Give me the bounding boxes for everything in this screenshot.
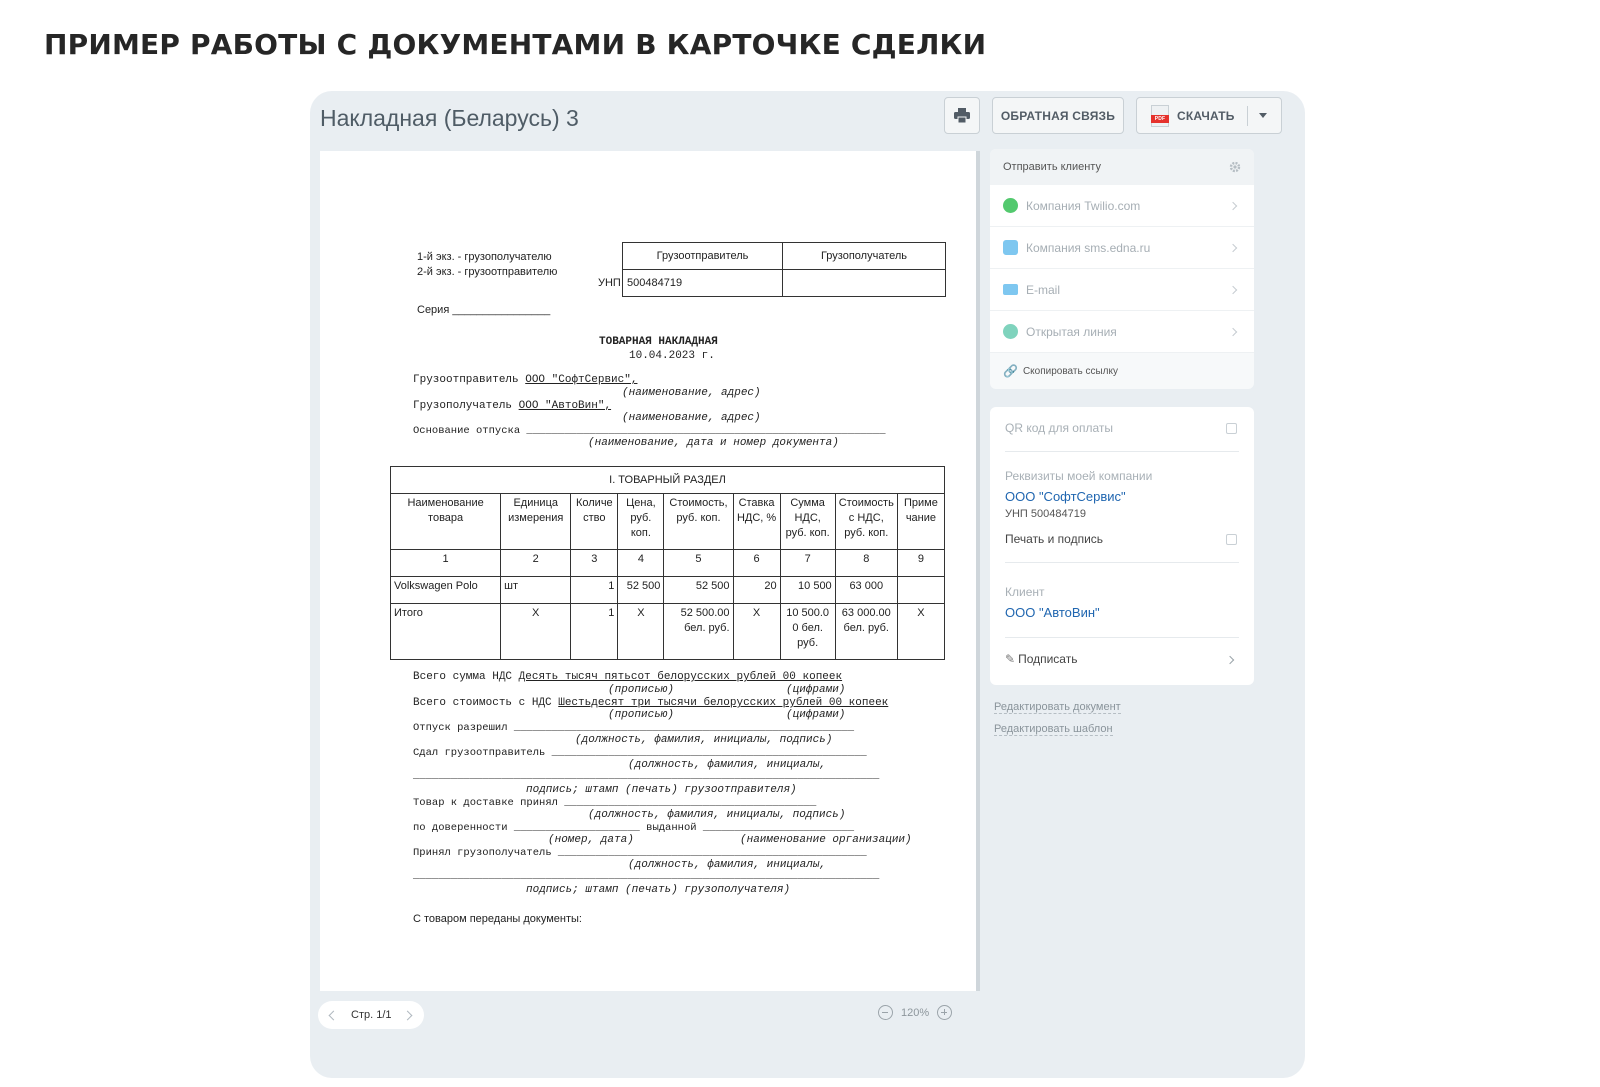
zoom-in-icon[interactable] [937, 1005, 952, 1020]
col-number: 7 [780, 550, 835, 577]
col-header: Цена, руб. коп. [618, 494, 664, 550]
link-icon: 🔗 [1003, 364, 1018, 378]
unp-value: 500484719 [623, 270, 783, 297]
chevron-right-icon [1229, 285, 1237, 293]
vat-words: Десять тысяч пятьсот белорусских рублей 00 копеек [518, 671, 843, 683]
cell-unit: X [501, 604, 571, 660]
cell-vat-sum: 10 500.0 0 бел. руб. [780, 604, 835, 660]
send-item-label: Компания sms.edna.ru [1026, 240, 1151, 255]
col-number: 5 [664, 550, 733, 577]
zoom-out-icon[interactable] [878, 1005, 893, 1020]
open-line-icon [1003, 324, 1018, 339]
gear-icon[interactable] [1229, 161, 1241, 173]
page-indicator: Стр. 1/1 [351, 1009, 392, 1021]
shipper-value: ООО "СофтСервис", [525, 374, 638, 386]
cell-cost: 52 500 [664, 577, 733, 604]
series-line: Серия ________________ [417, 304, 551, 316]
col-header: Единица измерения [501, 494, 571, 550]
pager [318, 1001, 424, 1029]
vat-line [413, 671, 842, 683]
cell-note [897, 577, 944, 604]
total-row [391, 604, 945, 660]
unp-label: УНП [598, 277, 621, 289]
chevron-right-icon [1229, 201, 1237, 209]
col-number: 9 [897, 550, 944, 577]
download-button[interactable] [1136, 97, 1282, 134]
company-link[interactable]: ООО "СофтСервис" [1005, 489, 1126, 504]
chevron-right-icon [1229, 243, 1237, 251]
document-viewer[interactable] [320, 151, 980, 991]
consignee-label: Грузополучатель [413, 400, 513, 412]
col-number: 6 [733, 550, 780, 577]
cell-vat-rate: 20 [733, 577, 780, 604]
zoom-level: 120% [901, 1006, 930, 1019]
total-words: Шестьдесят три тысячи белорусских рублей 00 копеек [558, 697, 889, 709]
shipper-line [413, 374, 637, 386]
stamp-sign-checkbox[interactable] [1226, 534, 1237, 545]
cell-unit: шт [501, 577, 571, 604]
company-unp: УНП 500484719 [1005, 508, 1086, 520]
received-line: Принял грузополучатель _________________________________________________ [413, 847, 867, 859]
send-item-openline[interactable] [990, 311, 1254, 353]
cell-vat-rate: X [733, 604, 780, 660]
feedback-button[interactable]: ОБРАТНАЯ СВЯЗЬ [992, 97, 1124, 134]
col-header: Стоимость, руб. коп. [664, 494, 733, 550]
whatsapp-icon [1003, 198, 1018, 213]
consignee-hint: (наименование, адрес) [622, 412, 761, 424]
proxy-hint-number: (номер, дата) [548, 834, 634, 846]
col-header: Ставка НДС, % [733, 494, 780, 550]
person-hint: (должность, фамилия, инициалы, [628, 759, 827, 771]
col-header: Сумма НДС, руб. коп. [780, 494, 835, 550]
send-item-label: E-mail [1026, 282, 1061, 297]
pdf-file-icon [1151, 105, 1169, 127]
shipper-label: Грузоотправитель [413, 374, 519, 386]
printer-icon [954, 108, 970, 123]
document-window [310, 91, 1305, 1078]
download-dropdown-icon[interactable] [1259, 113, 1267, 118]
consignee-line [413, 400, 611, 412]
col-number: 2 [501, 550, 571, 577]
copy-note-2: 2-й экз. - грузоотправителю [417, 266, 558, 278]
stamp-sign-label: Печать и подпись [1005, 532, 1104, 546]
accepted-hint: (должность, фамилия, инициалы, подпись) [588, 809, 846, 821]
unp-consignee-cell [783, 270, 946, 297]
sign-label: Подписать [1018, 652, 1078, 666]
section-title: I. ТОВАРНЫЙ РАЗДЕЛ [391, 467, 945, 494]
figures-hint: (цифрами) [786, 684, 846, 696]
cell-note: X [897, 604, 944, 660]
words-hint: (прописью) [608, 709, 675, 721]
basis-line: Основание отпуска _________________________________________________________ [413, 425, 886, 437]
chevron-right-icon [1226, 656, 1234, 664]
divider [1005, 451, 1239, 452]
client-link[interactable]: ООО "АвтоВин" [1005, 605, 1100, 620]
accepted-line: Товар к доставке принял ________________________________________ [413, 797, 817, 809]
doc-title: ТОВАРНАЯ НАКЛАДНАЯ [599, 336, 718, 348]
document-title: Накладная (Беларусь) 3 [320, 105, 579, 131]
divider [1005, 637, 1239, 638]
next-page-icon[interactable] [402, 1010, 412, 1020]
col-number: 1 [391, 550, 501, 577]
send-item-email[interactable] [990, 269, 1254, 311]
client-label: Клиент [1005, 585, 1045, 599]
cell-qty: 1 [571, 604, 618, 660]
cell-cost: 52 500.00 бел. руб. [664, 604, 733, 660]
blank-line: __________________________________________________________________________ [413, 870, 880, 882]
stamp-consignee: подпись; штамп (печать) грузополучателя) [526, 884, 791, 896]
download-divider [1247, 106, 1248, 126]
cell-vat-sum: 10 500 [780, 577, 835, 604]
divider [1005, 562, 1239, 563]
cell-qty: 1 [571, 577, 618, 604]
envelope-icon [1003, 284, 1018, 295]
send-item-label: Открытая линия [1026, 324, 1117, 339]
page-heading: ПРИМЕР РАБОТЫ С ДОКУМЕНТАМИ В КАРТОЧКЕ СДЕЛКИ [44, 28, 987, 61]
print-button[interactable] [944, 97, 980, 134]
pdf-badge: PDF [1151, 115, 1169, 123]
cell-price: X [618, 604, 664, 660]
docs-line: С товаром переданы документы: [413, 913, 582, 925]
col-header: Приме чание [897, 494, 944, 550]
sign-button[interactable] [1005, 652, 1239, 666]
qr-label: QR код для оплаты [1005, 421, 1114, 435]
consignee-value: ООО "АвтоВин", [518, 400, 612, 412]
edit-template-link[interactable]: Редактировать шаблон [994, 723, 1113, 735]
send-item-sms[interactable] [990, 227, 1254, 269]
goods-table [390, 466, 945, 660]
send-header [990, 149, 1254, 185]
cell-total: 63 000.00 бел. руб. [835, 604, 897, 660]
qr-checkbox[interactable] [1226, 423, 1237, 434]
send-title: Отправить клиенту [1003, 161, 1101, 173]
header-col-consignee: Грузополучатель [783, 243, 946, 270]
col-number: 3 [571, 550, 618, 577]
send-item-twilio[interactable] [990, 185, 1254, 227]
cell-total: 63 000 [835, 577, 897, 604]
figures-hint: (цифрами) [786, 709, 846, 721]
col-header: Наименование товара [391, 494, 501, 550]
doc-date: 10.04.2023 г. [629, 350, 715, 362]
blank-line: __________________________________________________________________________ [413, 770, 880, 782]
proxy-hint-org: (наименование организации) [740, 834, 912, 846]
edit-document-link[interactable]: Редактировать документ [994, 701, 1121, 713]
words-hint: (прописью) [608, 684, 675, 696]
handed-line: Сдал грузоотправитель __________________________________________________ [413, 747, 867, 759]
copy-note-1: 1-й экз. - грузополучателю [417, 251, 552, 263]
table-row [391, 577, 945, 604]
requisites-label: Реквизиты моей компании [1005, 469, 1153, 483]
basis-hint: (наименование, дата и номер документа) [588, 437, 839, 449]
col-number: 4 [618, 550, 664, 577]
payment-panel [990, 407, 1254, 685]
total-label: Всего стоимость с НДС [413, 697, 552, 709]
person-hint: (должность, фамилия, инициалы, [628, 859, 827, 871]
col-header: Количе ство [571, 494, 618, 550]
vat-label: Всего сумма НДС [413, 671, 513, 683]
copy-link-button[interactable] [990, 353, 1254, 389]
cell-price: 52 500 [618, 577, 664, 604]
release-hint: (должность, фамилия, инициалы, подпись) [575, 734, 833, 746]
col-header: Стоимость с НДС, руб. коп. [835, 494, 897, 550]
parties-table [622, 242, 946, 297]
chat-bubbles-icon [1003, 240, 1018, 255]
release-line: Отпуск разрешил ______________________________________________________ [413, 722, 855, 734]
document-page [320, 151, 976, 991]
send-item-label: Компания Twilio.com [1026, 198, 1141, 213]
cell-name: Volkswagen Polo [391, 577, 501, 604]
stamp-shipper: подпись; штамп (печать) грузоотправителя) [526, 784, 797, 796]
chevron-right-icon [1229, 327, 1237, 335]
send-panel [990, 149, 1254, 389]
col-number: 8 [835, 550, 897, 577]
shipper-hint: (наименование, адрес) [622, 387, 761, 399]
header-col-shipper: Грузоотправитель [623, 243, 783, 270]
proxy-line: по доверенности ____________________ выданной ________________________ [413, 822, 855, 834]
pen-icon: ✎ [1005, 652, 1016, 666]
copy-link-label: Скопировать ссылку [1022, 365, 1118, 377]
download-label: СКАЧАТЬ [1177, 108, 1235, 123]
zoom-control [878, 1005, 952, 1020]
prev-page-icon[interactable] [329, 1010, 339, 1020]
total-line [413, 697, 888, 709]
cell-name: Итого [391, 604, 501, 660]
viewer-scrollbar[interactable] [976, 151, 980, 991]
